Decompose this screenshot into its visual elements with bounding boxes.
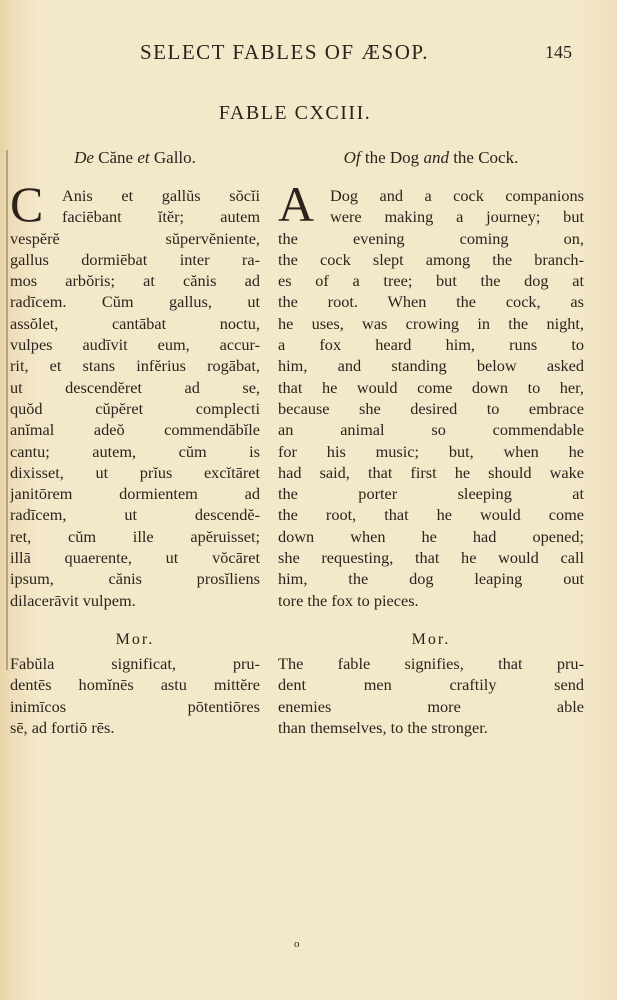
latin-text-line: radīcem, ut descendĕ- [10, 505, 260, 525]
english-subtitle-part: the Cock. [448, 148, 519, 167]
running-head [0, 40, 617, 70]
english-text-line: the evening coming on, [278, 228, 584, 248]
english-moral-line: enemies more able [278, 696, 584, 716]
english-text-line: she requesting, that he would call [278, 548, 584, 568]
english-body [278, 176, 584, 611]
latin-moral-line: dentēs homĭnēs astu mittĕre [10, 675, 260, 695]
latin-lines [10, 185, 260, 611]
english-text-line: the cock slept among the branch- [278, 249, 584, 269]
english-subtitle-part: Of [343, 148, 361, 167]
gutter-shadow [6, 150, 8, 670]
latin-text-line: radīcem. Cŭm gallus, ut [10, 292, 260, 312]
english-moral-line: The fable signifies, that pru- [278, 653, 584, 673]
latin-drop-cap: C [10, 176, 44, 232]
latin-subtitle-part: et [137, 148, 150, 167]
english-text-line: he uses, was crowing in the night, [278, 313, 584, 333]
latin-text-line: assŏlet, cantābat noctu, [10, 313, 260, 333]
english-text-line: him, the dog leaping out [278, 569, 584, 589]
latin-text-line: gallus dormiēbat inter ra- [10, 249, 260, 269]
latin-moral-line: Fabŭla significat, pru- [10, 653, 260, 673]
latin-moral-line: inimīcos pōtentiōres [10, 696, 260, 716]
latin-moral [10, 653, 260, 738]
english-text-line: the root. When the cock, as [278, 292, 584, 312]
english-moral-line: dent men craftily send [278, 675, 584, 695]
latin-text-line: illā quaerente, ut vŏcāret [10, 548, 260, 568]
latin-text-line: anĭmal adeŏ commendābĭle [10, 420, 260, 440]
latin-text-line: cantu; autem, cŭm is [10, 441, 260, 461]
latin-moral-heading: Mor. [115, 630, 155, 648]
english-moral [278, 653, 584, 738]
english-text-line: the porter sleeping at [278, 484, 584, 504]
latin-text-line: mos arbŏris; at cănis ad [10, 271, 260, 291]
latin-text-line: vulpes audīvit eum, accur- [10, 335, 260, 355]
running-title: SELECT FABLES OF ÆSOP. [140, 40, 429, 64]
page-number: 145 [545, 42, 572, 62]
latin-body [10, 176, 260, 611]
english-subtitle-part: the Dog [360, 148, 424, 167]
english-drop-cap: A [278, 176, 315, 232]
latin-subtitle-part: Gallo. [149, 148, 196, 167]
english-lines [278, 185, 584, 611]
english-text-line: es of a tree; but the dog at [278, 271, 584, 291]
latin-text-line: ipsum, cănis prosĭliens [10, 569, 260, 589]
english-text-line: for his music; but, when he [278, 441, 584, 461]
latin-text-line: Anis et gallŭs sŏcĭi [62, 186, 260, 205]
english-moral-heading: Mor. [411, 630, 451, 648]
latin-subtitle-part: Căne [93, 148, 138, 167]
latin-text-line: ret, cŭm ille apĕruisset; [10, 526, 260, 546]
english-text-line: because she desired to embrace [278, 398, 584, 418]
latin-text-line: ut descendĕret ad se, [10, 377, 260, 397]
fable-title: FABLE CXCIII. [218, 102, 372, 124]
latin-text-line: rit, et stans infĕrius rogābat, [10, 356, 260, 376]
latin-text-line: dixisset, ut prĭus excĭtāret [10, 462, 260, 482]
english-subtitle-part: and [423, 148, 449, 167]
english-column [278, 147, 584, 738]
english-text-line: down when he had opened; [278, 526, 584, 546]
latin-text-line: quŏd cŭpĕret complecti [10, 398, 260, 418]
english-text-line: a fox heard him, runs to [278, 335, 584, 355]
english-text-line: that he would come down to her, [278, 377, 584, 397]
english-moral-line: than themselves, to the stronger. [278, 717, 488, 737]
english-text-line: tore the fox to pieces. [278, 590, 419, 610]
latin-text-line: vespĕrĕ sŭpervĕniente, [10, 228, 260, 248]
latin-subtitle [10, 147, 260, 171]
latin-column [10, 147, 260, 738]
english-text-line: him, and standing below asked [278, 356, 584, 376]
english-text-line: Dog and a cock companions [330, 186, 584, 205]
latin-text-line: janitōrem dormientem ad [10, 484, 260, 504]
english-subtitle [278, 147, 584, 171]
footer-mark: o [294, 938, 300, 950]
latin-subtitle-part: De [74, 148, 94, 167]
latin-moral-line: sē, ad fortiō rēs. [10, 717, 115, 737]
english-text-line: were making a journey; but [330, 207, 584, 227]
english-text-line: an animal so commendable [278, 420, 584, 440]
english-text-line: had said, that first he should wake [278, 462, 584, 482]
english-text-line: the root, that he would come [278, 505, 584, 525]
latin-text-line: dilacerāvit vulpem. [10, 590, 136, 610]
latin-text-line: faciēbant ĭtĕr; autem [62, 207, 260, 227]
